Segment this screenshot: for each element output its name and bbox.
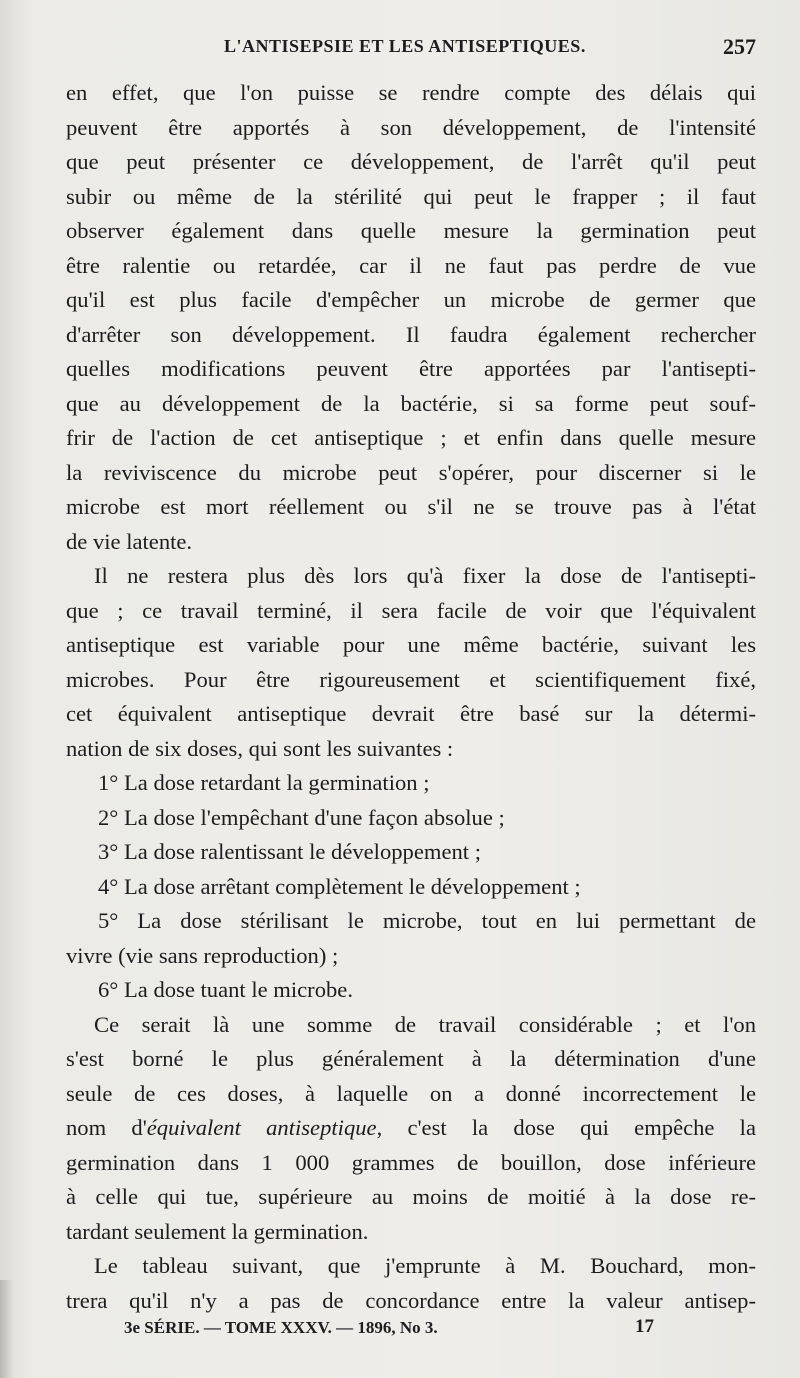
text-line: qu'il est plus facile d'empêcher un microbe de germer que xyxy=(66,287,756,312)
list-item: 5° La dose stérilisant le microbe, tout en lui permettant de xyxy=(98,908,756,933)
text-line: être ralentie ou retardée, car il ne faut pas perdre de vue xyxy=(66,252,756,278)
text-line: seule de ces doses, à laquelle on a donné incorrectement le xyxy=(66,1080,756,1106)
text-line: Ce serait là une somme de travail considérable ; et l'on xyxy=(94,1011,756,1037)
text-line xyxy=(66,1111,756,1146)
sheet-number: 17 xyxy=(635,1316,654,1337)
text-line: s'est borné le plus généralement à la détermination d'une xyxy=(66,1046,756,1071)
text-fragment: , c'est la dose qui empêche la xyxy=(376,1115,756,1140)
list-item: 4° La dose arrêtant complètement le développement ; xyxy=(98,873,581,899)
list-item: 2° La dose l'empêchant d'une façon absolue ; xyxy=(98,804,505,830)
page-footer xyxy=(124,1316,654,1346)
text-line: germination dans 1 000 grammes de bouillon, dose inférieure xyxy=(66,1149,756,1175)
list-item: 6° La dose tuant le microbe. xyxy=(98,977,353,1002)
text-line: trera qu'il n'y a pas de concordance entre la valeur antisep- xyxy=(66,1287,756,1313)
text-line: microbes. Pour être rigoureusement et scientifiquement fixé, xyxy=(66,666,756,692)
page-header xyxy=(66,32,756,68)
text-line: que au développement de la bactérie, si sa forme peut souf- xyxy=(66,390,756,416)
list-item: 3° La dose ralentissant le développement ; xyxy=(98,839,481,864)
page-number: 257 xyxy=(723,34,756,59)
text-line: à celle qui tue, supérieure au moins de moitié à la dose re- xyxy=(66,1184,756,1209)
text-line: subir ou même de la stérilité qui peut le frapper ; il faut xyxy=(66,183,756,209)
text-line: nation de six doses, qui sont les suivantes : xyxy=(66,735,454,761)
text-line: Il ne restera plus dès lors qu'à fixer la dose de l'antisepti- xyxy=(94,563,756,588)
text-line: peuvent être apportés à son développement, de l'intensité xyxy=(66,114,756,140)
text-fragment: nom d' xyxy=(66,1115,147,1140)
list-item: 1° La dose retardant la germination ; xyxy=(98,770,430,795)
body-text xyxy=(66,76,756,1318)
text-line: frir de l'action de cet antiseptique ; et enfin dans quelle mesure xyxy=(66,425,756,450)
list-item-continuation: vivre (vie sans reproduction) ; xyxy=(66,942,339,968)
text-line: que peut présenter ce développement, de l'arrêt qu'il peut xyxy=(66,149,756,174)
text-line: que ; ce travail terminé, il sera facile de voir que l'équivalent xyxy=(66,597,756,623)
text-line: observer également dans quelle mesure la germination peut xyxy=(66,218,756,243)
text-line: cet équivalent antiseptique devrait être basé sur la détermi- xyxy=(66,701,756,726)
text-line: la reviviscence du microbe peut s'opérer, pour discerner si le xyxy=(66,459,756,485)
italic-term: équivalent antiseptique xyxy=(146,1115,377,1140)
text-line: antiseptique est variable pour une même bactérie, suivant les xyxy=(66,632,756,657)
text-line: Le tableau suivant, que j'emprunte à M. Bouchard, mon- xyxy=(94,1253,756,1278)
text-line: d'arrêter son développement. Il faudra également rechercher xyxy=(66,321,756,347)
series-signature: 3e SÉRIE. — TOME XXXV. — 1896, No 3. xyxy=(124,1318,438,1337)
text-line: tardant seulement la germination. xyxy=(66,1218,369,1244)
running-title: L'ANTISEPSIE ET LES ANTISEPTIQUES. xyxy=(224,36,586,56)
text-line: quelles modifications peuvent être apportées par l'antisepti- xyxy=(66,356,756,381)
text-line: en effet, que l'on puisse se rendre compte des délais qui xyxy=(66,80,756,105)
text-line: microbe est mort réellement ou s'il ne se trouve pas à l'état xyxy=(66,494,756,519)
text-line: de vie latente. xyxy=(66,528,193,554)
binding-edge xyxy=(0,1280,14,1378)
